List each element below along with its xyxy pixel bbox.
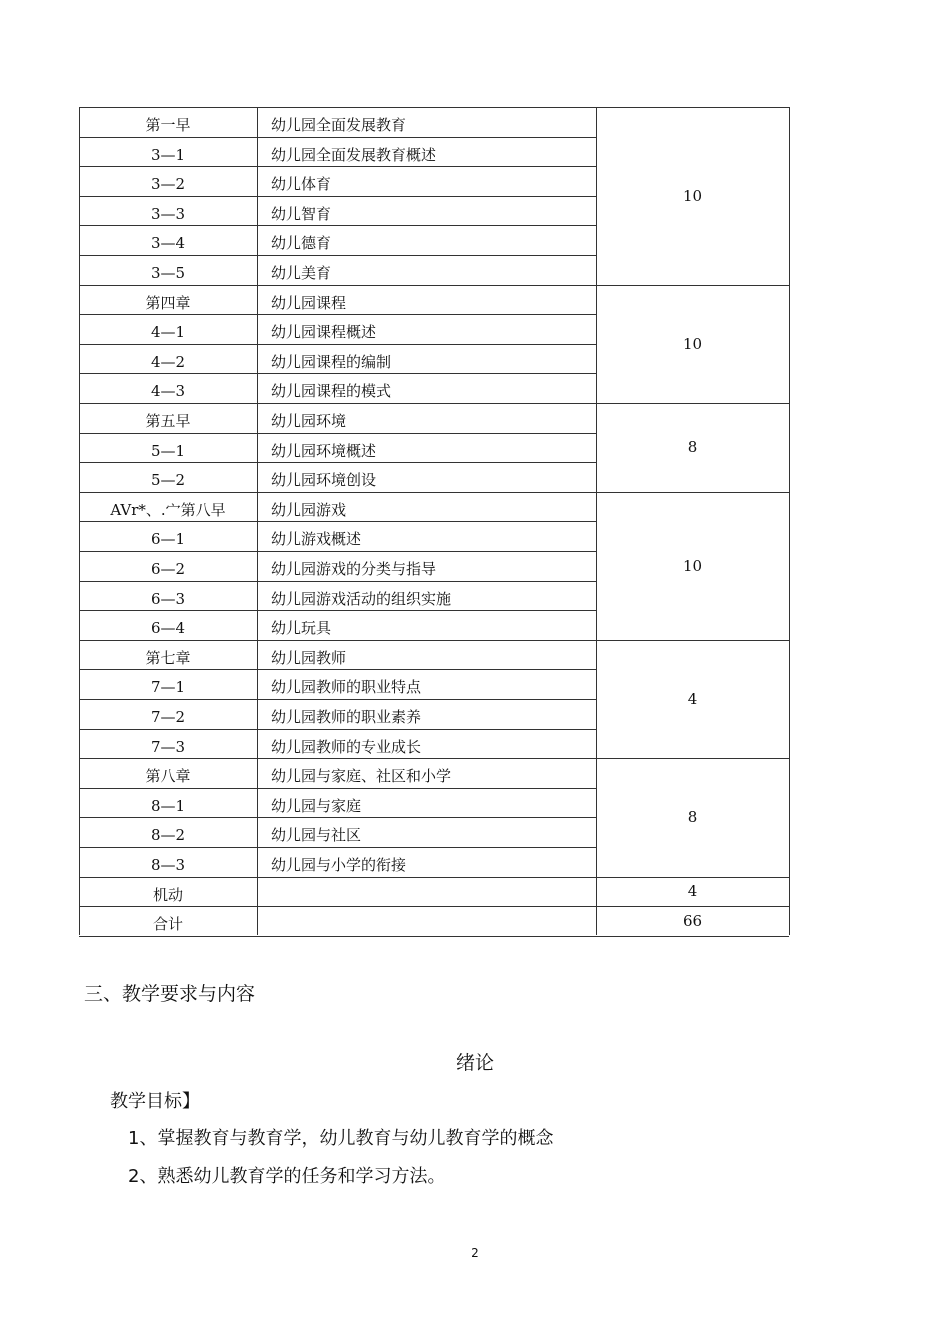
group-hours: 8 xyxy=(687,808,698,827)
row-code: 5—2 xyxy=(150,471,186,490)
row-code: 3—5 xyxy=(150,264,186,282)
table-border-top xyxy=(79,107,789,108)
row-divider xyxy=(79,729,596,730)
row-code: 8—1 xyxy=(150,796,186,815)
group-divider xyxy=(79,758,789,759)
group-hours: 4 xyxy=(687,690,698,708)
row-title: 幼儿园课程 xyxy=(271,293,347,312)
row-code: 4—3 xyxy=(150,382,186,401)
row-code: 3—1 xyxy=(150,145,186,164)
row-code: 6—1 xyxy=(150,530,186,549)
row-divider xyxy=(79,433,596,434)
objective-item: 2、熟悉幼儿教育学的任务和学习方法。 xyxy=(128,1166,446,1187)
row-divider xyxy=(79,521,596,522)
group-hours: 66 xyxy=(682,912,703,930)
row-divider xyxy=(79,699,596,700)
row-title: 幼儿园与小学的衔接 xyxy=(271,856,407,874)
row-divider xyxy=(79,788,596,789)
row-code: 3—2 xyxy=(150,175,186,194)
row-title: 幼儿园游戏的分类与指导 xyxy=(271,560,437,578)
row-title: 幼儿玩具 xyxy=(271,619,332,638)
row-divider xyxy=(79,373,596,374)
row-divider xyxy=(79,610,596,611)
row-title: 幼儿园课程概述 xyxy=(271,323,377,342)
row-divider xyxy=(79,462,596,463)
group-divider xyxy=(79,403,789,404)
row-code: 第八章 xyxy=(145,767,191,786)
row-divider xyxy=(79,196,596,197)
row-title: 幼儿游戏概述 xyxy=(271,530,362,549)
group-hours: 10 xyxy=(682,334,703,353)
row-code: 8—2 xyxy=(150,826,186,845)
group-hours: 8 xyxy=(687,438,698,457)
group-divider xyxy=(79,936,789,937)
row-code: 3—3 xyxy=(150,204,186,223)
row-code: 6—3 xyxy=(150,589,186,608)
row-code: AVr*、.宀第八早 xyxy=(110,500,226,519)
row-title: 幼儿园全面发展教育 xyxy=(271,116,407,134)
row-title: 幼儿园课程的模式 xyxy=(271,382,392,401)
row-divider xyxy=(79,255,596,256)
row-title: 幼儿体育 xyxy=(271,175,332,194)
row-title: 幼儿园课程的编制 xyxy=(271,352,392,371)
group-divider xyxy=(79,640,789,641)
row-title: 幼儿德育 xyxy=(271,234,332,253)
row-code: 5—1 xyxy=(150,441,186,460)
row-code: 3—4 xyxy=(150,234,186,253)
row-title: 幼儿园教师 xyxy=(271,648,347,667)
row-title: 幼儿园环境创设 xyxy=(271,471,377,490)
row-title: 幼儿园游戏活动的组织实施 xyxy=(271,589,452,608)
row-code: 8—3 xyxy=(150,856,186,874)
objective-item: 1、掌握教育与教育学，幼儿教育与幼儿教育学的概念 xyxy=(128,1128,554,1149)
row-divider xyxy=(79,669,596,670)
row-title: 幼儿园与社区 xyxy=(271,826,362,845)
section-heading: 三、教学要求与内容 xyxy=(84,983,256,1005)
row-code: 第四章 xyxy=(145,293,191,312)
row-divider xyxy=(79,817,596,818)
row-title: 幼儿园全面发展教育概述 xyxy=(271,145,437,164)
row-code: 第七章 xyxy=(145,648,191,667)
row-title: 幼儿园与家庭、社区和小学 xyxy=(271,767,452,786)
group-hours: 10 xyxy=(682,556,703,575)
chapter-title: 绪论 xyxy=(455,1052,494,1074)
group-divider xyxy=(79,285,789,286)
row-code: 6—4 xyxy=(150,619,186,638)
row-code: 7—2 xyxy=(150,708,186,726)
row-code: 第一早 xyxy=(145,116,191,134)
row-divider xyxy=(79,225,596,226)
row-title: 幼儿园教师的职业特点 xyxy=(271,678,422,697)
row-title: 幼儿园环境 xyxy=(271,412,347,430)
row-divider xyxy=(79,551,596,552)
row-code: 7—3 xyxy=(150,737,186,756)
row-divider xyxy=(79,847,596,848)
course-schedule-table xyxy=(79,107,789,935)
row-title: 幼儿美育 xyxy=(271,264,332,282)
row-code: 7—1 xyxy=(150,678,186,697)
row-divider xyxy=(79,581,596,582)
row-code: 4—1 xyxy=(150,323,186,342)
row-divider xyxy=(79,314,596,315)
page-number: 2 xyxy=(471,1246,479,1260)
row-title: 幼儿园游戏 xyxy=(271,500,347,519)
row-title: 幼儿园教师的专业成长 xyxy=(271,737,422,756)
row-divider xyxy=(79,166,596,167)
row-title: 幼儿园教师的职业素养 xyxy=(271,708,422,726)
group-hours: 4 xyxy=(687,882,698,901)
row-title: 幼儿园与家庭 xyxy=(271,796,362,815)
group-divider xyxy=(79,492,789,493)
table-border-right xyxy=(789,107,790,935)
row-divider xyxy=(79,137,596,138)
group-divider xyxy=(79,877,789,878)
objectives-heading: 教学目标】 xyxy=(110,1091,200,1112)
row-code: 合计 xyxy=(152,915,183,934)
row-code: 机动 xyxy=(152,885,183,904)
row-code: 6—2 xyxy=(150,560,186,578)
row-divider xyxy=(79,344,596,345)
row-code: 4—2 xyxy=(150,352,186,371)
row-code: 第五早 xyxy=(145,412,191,430)
row-title: 幼儿智育 xyxy=(271,204,332,223)
row-title: 幼儿园环境概述 xyxy=(271,441,377,460)
group-divider xyxy=(79,906,789,907)
group-hours: 10 xyxy=(682,186,703,205)
